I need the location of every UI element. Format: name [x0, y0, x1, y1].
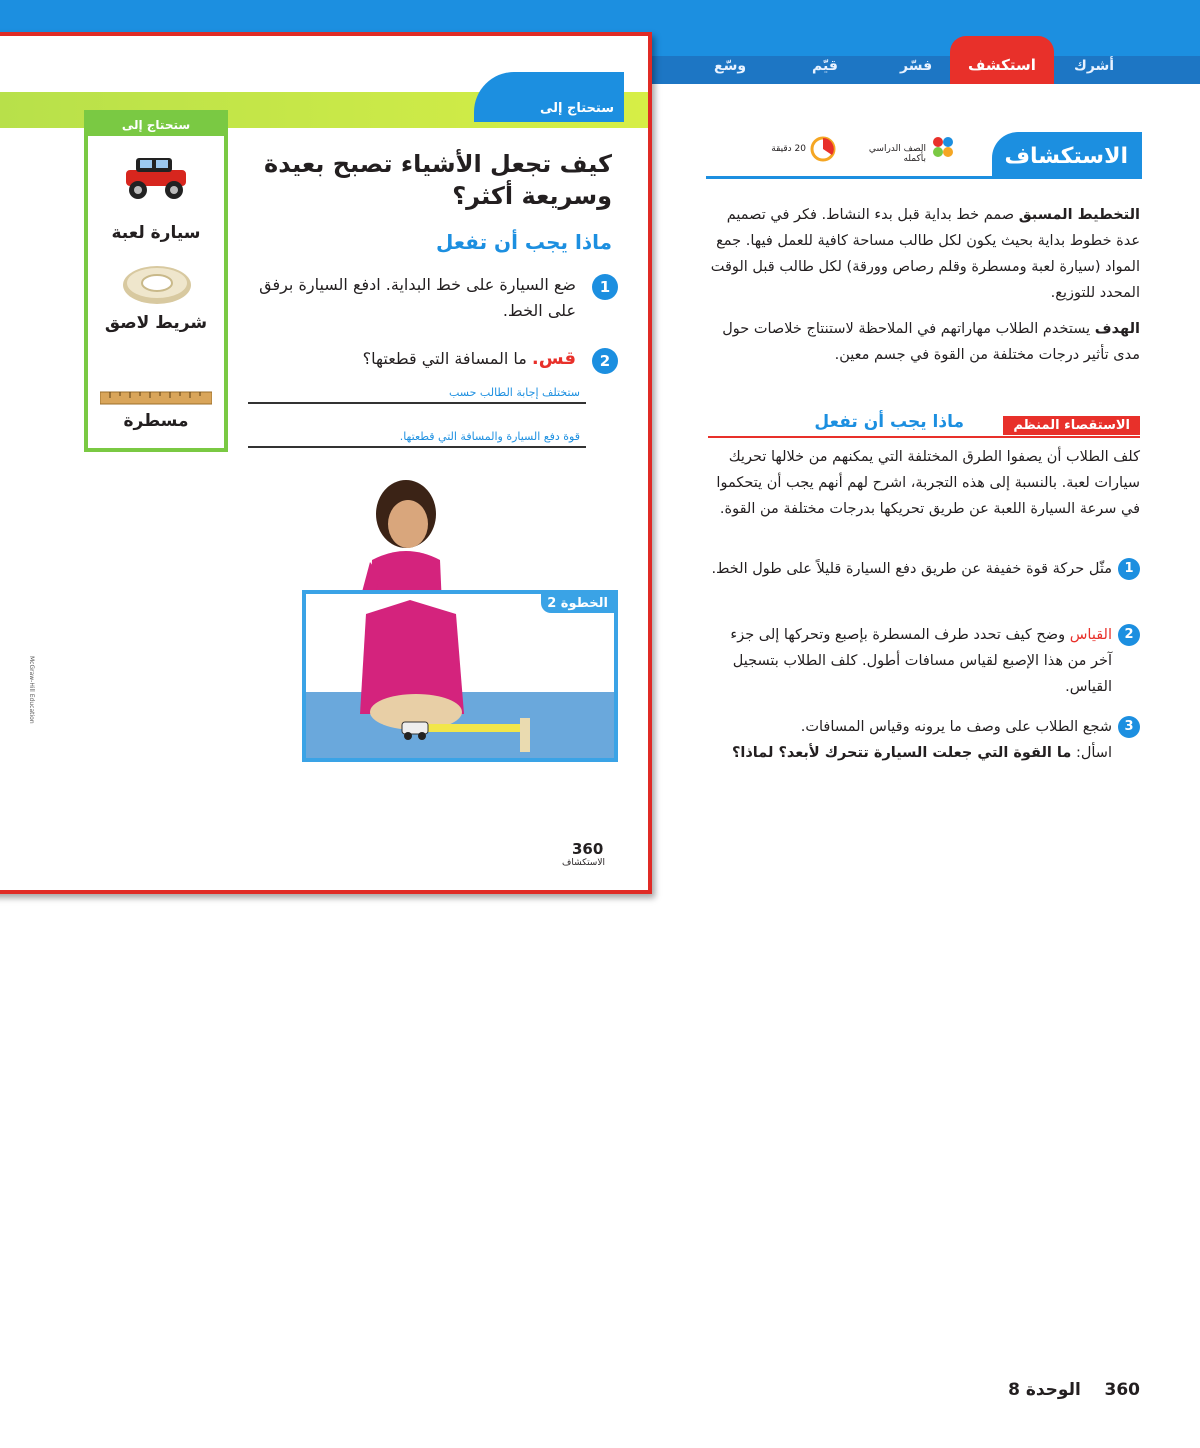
step-2-photo-label: الخطوة 2: [541, 594, 614, 613]
ruler-icon: [100, 390, 212, 406]
clock-icon: [810, 136, 836, 162]
explore-title: الاستكشاف: [1004, 144, 1128, 169]
class-value: بأكمله: [903, 154, 926, 164]
answer-line-2: [248, 446, 586, 448]
answer-line-1-text: ستختلف إجابة الطالب حسب: [449, 386, 580, 399]
teacher-step-3-number: 3: [1118, 716, 1140, 738]
teacher-step-2-number: 2: [1118, 624, 1140, 646]
step-1-text: ضع السيارة على خط البداية. ادفع السيارة برفق على الخط.: [259, 275, 576, 320]
step-1-number: 1: [592, 274, 618, 300]
intro-paragraph: كلف الطلاب أن يصفوا الطرق المختلفة التي يمكنهم من خلالها تحريك سيارات لعبة. بالنسبة إلى هذه التجربة، اشرح لهم أنهم يجب أن يتحكموا في سرعة السيارة اللعبة عن طريق تحريكها بدرجات مختلفة من القوة.: [716, 449, 1140, 517]
measuring-label: القياس: [1069, 627, 1112, 643]
ask-label: اسأل:: [1075, 745, 1112, 761]
tab-evaluate[interactable]: قيّم: [812, 58, 838, 74]
org-rule: [708, 436, 1140, 438]
materials-header: ستحتاج إلى: [88, 114, 224, 136]
explore-header: [706, 128, 1142, 182]
band-label: ستحتاج إلى: [539, 101, 614, 116]
material-ruler: مسطرة: [123, 411, 189, 431]
teacher-step-2-text: وضح كيف تحدد طرف المسطرة بإصبع وتحركها إلى جزء آخر من هذا الإصبع لقياس مسافات أطول. كلف الطلاب بتسجيل القياس.: [730, 627, 1112, 695]
tab-explain[interactable]: فسّر: [900, 58, 933, 74]
page-footer: [1008, 1380, 1140, 1400]
class-label: الصف الدراسي: [868, 144, 926, 154]
tape-icon: [122, 264, 192, 306]
planning-paragraph: [708, 202, 1140, 306]
goal-label: الهدف: [1094, 321, 1140, 337]
what-to-do-title: ماذا يجب أن تفعل: [814, 412, 964, 432]
ask-question: ما القوة التي جعلت السيارة تتحرك لأبعد؟ لماذا؟: [731, 745, 1072, 761]
student-page-label: الاستكشاف: [562, 858, 605, 868]
planning-label: التخطيط المسبق: [1018, 207, 1140, 223]
tab-engage[interactable]: أشرك: [1074, 58, 1115, 74]
answer-line-1: [248, 402, 586, 404]
photo-credit: McGraw-Hill Education: [28, 656, 35, 724]
goal-text: يستخدم الطلاب مهاراتهم في الملاحظة لاستنتاج خلاصات حول مدى تأثير درجات مختلفة من القوة في جسم معين.: [722, 321, 1140, 363]
what-to-do-heading: ماذا يجب أن تفعل: [436, 230, 612, 254]
tab-extend[interactable]: وسّع: [714, 58, 747, 74]
step-2-photo-frame: [302, 590, 618, 762]
tab-explore[interactable]: استكشف: [950, 36, 1054, 84]
structured-inquiry-badge: الاستقصاء المنظم: [1003, 416, 1140, 435]
student-page-number: 360: [572, 840, 604, 858]
toy-car-icon: [120, 152, 192, 200]
teacher-step-1-text: مثّل حركة قوة خفيفة عن طريق دفع السيارة قليلاً على طول الخط.: [711, 561, 1112, 577]
structured-inquiry-header: [708, 412, 1140, 438]
time-label: 20 دقيقة: [771, 144, 806, 154]
teacher-step-3-text: شجع الطلاب على وصف ما يرونه وقياس المسافات.: [800, 719, 1112, 735]
student-page: [0, 32, 652, 894]
materials-box: [84, 110, 228, 452]
goal-paragraph: [708, 316, 1140, 368]
measure-label: قس.: [531, 348, 576, 369]
blue-band: [474, 72, 624, 122]
teacher-step-1-number: 1: [1118, 558, 1140, 580]
step-2-line: [246, 346, 576, 372]
answer-line-2-text: قوة دفع السيارة والمسافة التي قطعتها.: [399, 430, 580, 443]
material-tape: شريط لاصق: [104, 313, 208, 333]
teacher-step-3: [708, 714, 1112, 766]
whole-class-icon: [930, 134, 956, 160]
planning-text: صمم خط بداية قبل بدء النشاط. فكر في تصميم عدة خطوط بداية بحيث يكون لكل طالب مساحة كافية للعمل فيها. جمع المواد (سيارة لعبة ومسطرة وقلم رصاص وورقة) لكل طالب قبل الوقت المحدد للتوزيع.: [710, 207, 1140, 301]
page-title: كيف تجعل الأشياء تصبح بعيدة وسريعة أكثر؟: [264, 150, 612, 210]
material-toy-car: سيارة لعبة: [111, 223, 201, 243]
teacher-step-2: [708, 622, 1112, 700]
floor-mat-icon: [306, 594, 614, 758]
footer-page-number: 360: [1104, 1380, 1140, 1400]
footer-unit: الوحدة 8: [1008, 1380, 1081, 1400]
step-2-number: 2: [592, 348, 618, 374]
header-tab: [992, 132, 1142, 178]
step-2-text: ما المسافة التي قطعتها؟: [362, 349, 527, 368]
